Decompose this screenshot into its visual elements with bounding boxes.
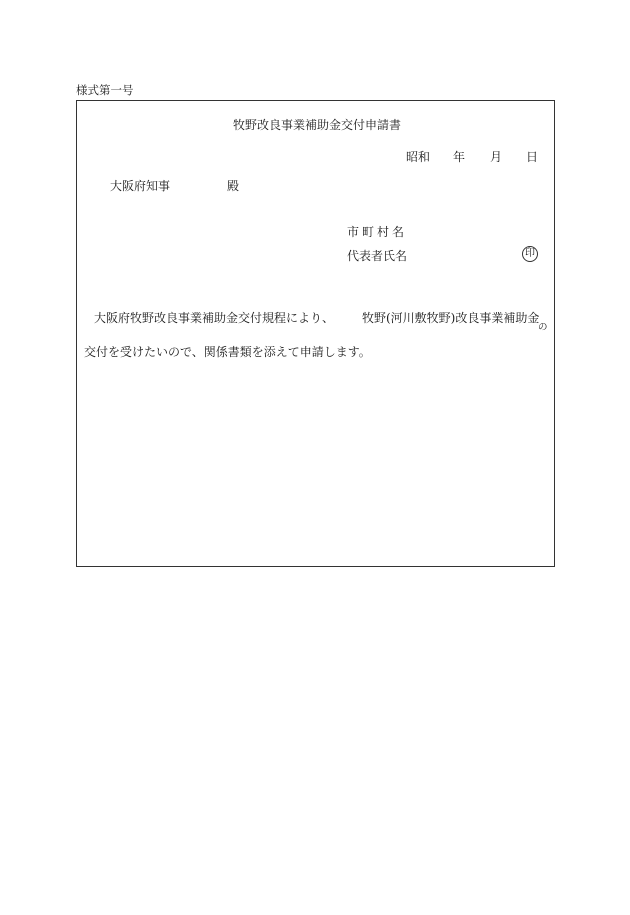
date-month-unit: 月 <box>490 150 503 164</box>
municipality-label: 市町村名 <box>347 225 408 239</box>
body-text-line2: 交付を受けたいので、関係書類を添えて申請します。 <box>84 345 371 359</box>
seal-mark: 印 <box>522 246 538 262</box>
date-year-unit: 年 <box>453 150 466 164</box>
date-day-unit: 日 <box>526 150 539 164</box>
body-text-line1-b: 牧野(河川敷牧野)改良事業補助金 <box>362 311 540 325</box>
form-number-label: 様式第一号 <box>76 83 134 97</box>
application-form-frame <box>76 100 555 567</box>
addressee: 大阪府知事 <box>110 179 171 193</box>
body-text-line1-a: 大阪府牧野改良事業補助金交付規程により、 <box>94 311 335 325</box>
date-era: 昭和 <box>406 150 431 164</box>
representative-label: 代表者氏名 <box>347 249 408 263</box>
document-title: 牧野改良事業補助金交付申請書 <box>233 118 402 132</box>
body-text-line1-suffix: の <box>538 322 548 333</box>
honorific: 殿 <box>227 179 240 193</box>
